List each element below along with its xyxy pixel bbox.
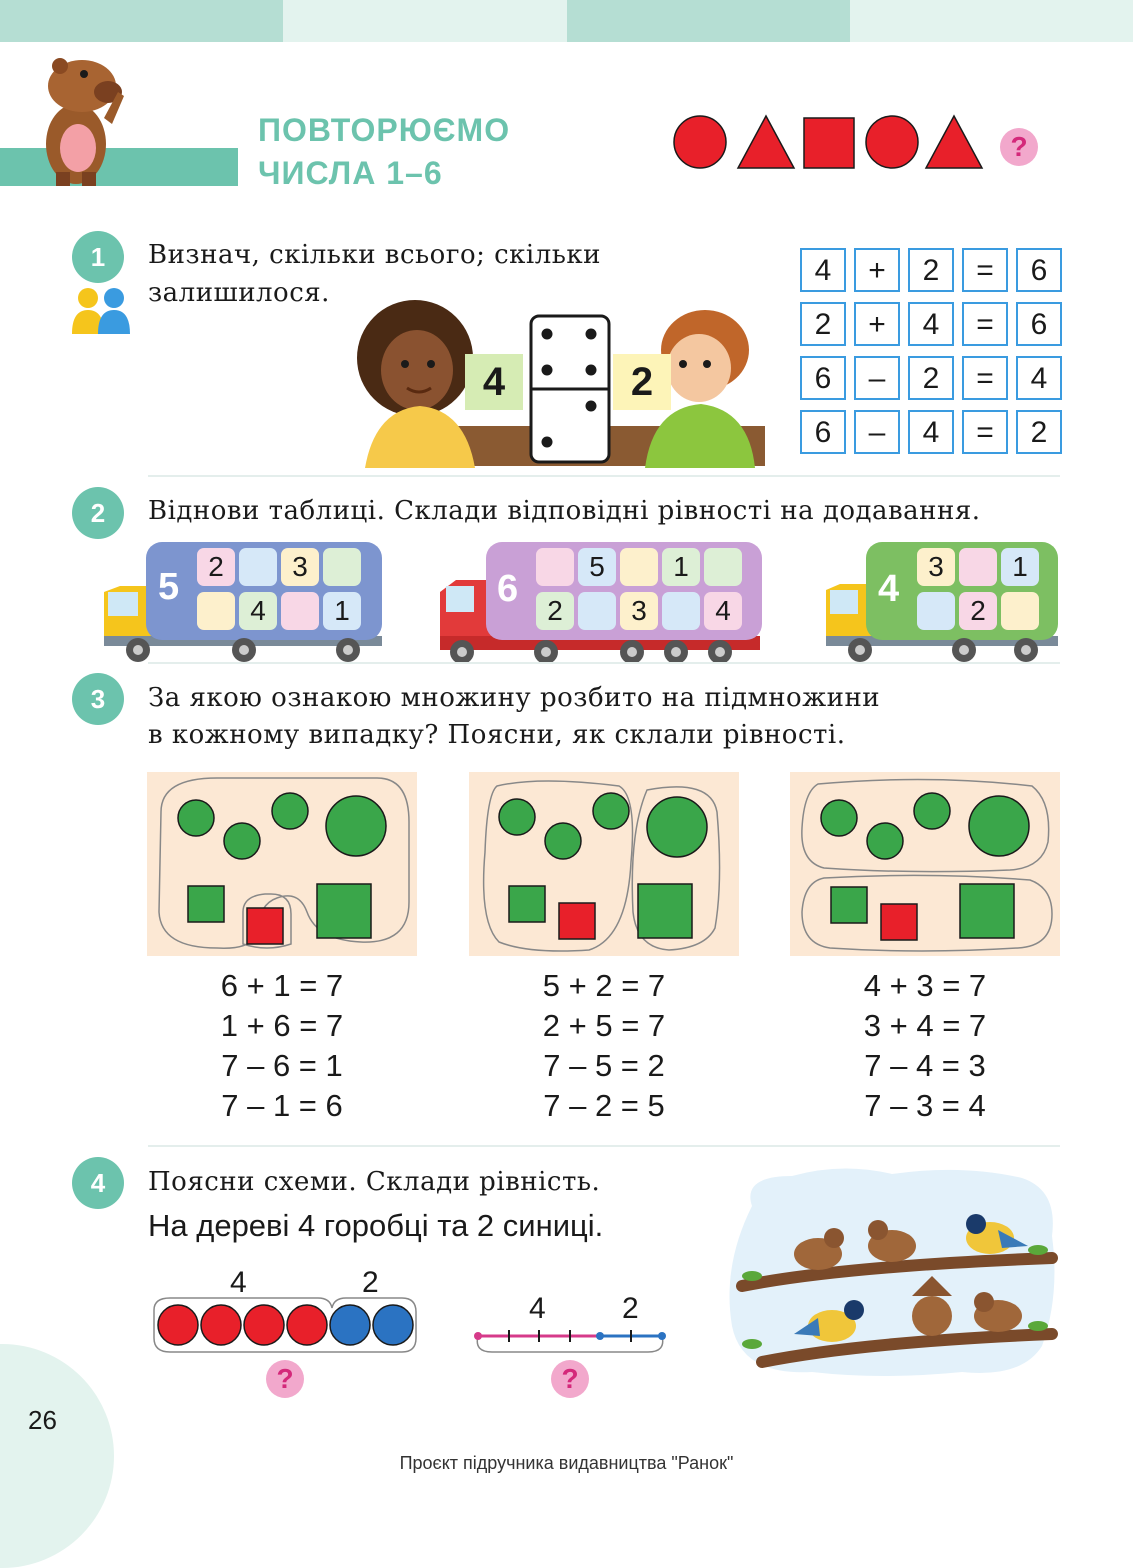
- header-question-mark: ?: [1000, 128, 1038, 166]
- task-1-text-line2: залишилося.: [148, 278, 330, 308]
- scheme1-dots: [150, 1294, 420, 1356]
- equation: 7 – 6 = 1: [221, 1048, 343, 1083]
- equation-cell: +: [854, 248, 900, 292]
- task-1-number: 1: [72, 231, 124, 283]
- truck-1-total: 5: [158, 566, 180, 608]
- truck-3-cell: [917, 592, 955, 630]
- equation-cell: =: [962, 410, 1008, 454]
- scheme2-question-mark: ?: [551, 1360, 589, 1398]
- equation: 7 – 5 = 2: [543, 1048, 665, 1083]
- top-band-3: [567, 0, 850, 42]
- truck-3-cell: [1001, 592, 1039, 630]
- scheme1-left-label: 4: [230, 1266, 247, 1299]
- truck-3-cell: [959, 548, 997, 586]
- scheme2-right-label: 2: [622, 1292, 639, 1325]
- equation-cell: –: [854, 356, 900, 400]
- scheme1-right-label: 2: [362, 1266, 379, 1299]
- equation: 4 + 3 = 7: [863, 968, 987, 1003]
- equation: 5 + 2 = 7: [542, 968, 666, 1003]
- truck-2-cell: 2: [536, 592, 574, 630]
- equation-cell: +: [854, 302, 900, 346]
- equation-cell: 2: [908, 248, 954, 292]
- triangle-shape: [926, 116, 982, 168]
- equation-cell: =: [962, 356, 1008, 400]
- equation: 7 – 4 = 3: [864, 1048, 986, 1083]
- equation: 7 – 3 = 4: [864, 1088, 986, 1123]
- truck-2-cell: [578, 592, 616, 630]
- capybara-mascot: [20, 52, 130, 188]
- truck-2-cell: [662, 592, 700, 630]
- truck-1-cell: 4: [239, 592, 277, 630]
- birds-on-branches-illustration: [722, 1166, 1062, 1380]
- task-1-text-line1: Визнач, скільки всього; скільки: [148, 240, 601, 270]
- truck-2-cell: [620, 548, 658, 586]
- equation: 6 + 1 = 7: [220, 968, 344, 1003]
- truck-1-cell: [323, 548, 361, 586]
- equation-cell: 2: [800, 302, 846, 346]
- task-1-equation-grid: [800, 248, 1062, 454]
- section-divider: [148, 1145, 1060, 1147]
- truck-1-cell: 2: [197, 548, 235, 586]
- task-3-number: 3: [72, 673, 124, 725]
- truck-2-cell: 3: [620, 592, 658, 630]
- equations-group-1: [147, 966, 417, 1126]
- equation: 3 + 4 = 7: [863, 1008, 987, 1043]
- square-shape: [804, 118, 854, 168]
- task-3-text-line1: За якою ознакою множину розбито на підмножини: [148, 683, 881, 713]
- task-4-number: 4: [72, 1157, 124, 1209]
- page-title-line1: ПОВТОРЮЄМО: [258, 112, 511, 148]
- task-2-text: Віднови таблиці. Склади відповідні рівності на додавання.: [148, 496, 981, 526]
- equation-cell: 6: [800, 410, 846, 454]
- equation-cell: =: [962, 248, 1008, 292]
- truck-2-cell: [704, 548, 742, 586]
- truck-1-cell: 1: [323, 592, 361, 630]
- equations-group-3: [790, 966, 1060, 1126]
- task-4-text-line1: Поясни схеми. Склади рівність.: [148, 1167, 601, 1197]
- card-right-number: 2: [630, 360, 654, 404]
- truck-3-cell: 3: [917, 548, 955, 586]
- scheme1-question-mark: ?: [266, 1360, 304, 1398]
- task-3-text-line2: в кожному випадку? Поясни, як склали рівності.: [148, 720, 846, 750]
- truck-3-total: 4: [878, 568, 900, 610]
- kids-domino-illustration: [345, 298, 765, 468]
- equation-cell: –: [854, 410, 900, 454]
- circle-shape: [674, 116, 726, 168]
- equation-cell: 4: [800, 248, 846, 292]
- equation: 7 – 2 = 5: [543, 1088, 665, 1123]
- truck-2-cell: 4: [704, 592, 742, 630]
- page-title-line2: ЧИСЛА 1–6: [258, 155, 443, 191]
- set-panel-3: [790, 772, 1060, 956]
- equation-cell: 6: [1016, 302, 1062, 346]
- truck-1-cell: [281, 592, 319, 630]
- equation-cell: 4: [908, 410, 954, 454]
- equations-group-2: [469, 966, 739, 1126]
- equation-cell: =: [962, 302, 1008, 346]
- top-band-2: [283, 0, 567, 42]
- set-panel-2: [469, 772, 739, 956]
- set-panel-1: [147, 772, 417, 956]
- equation-cell: 2: [908, 356, 954, 400]
- scheme2-left-label: 4: [529, 1292, 546, 1325]
- equation-cell: 6: [1016, 248, 1062, 292]
- task-4-text-line2: На дереві 4 горобці та 2 синиці.: [148, 1208, 604, 1243]
- truck-1-cell: [239, 548, 277, 586]
- truck-2-total: 6: [497, 568, 519, 610]
- truck-1-cell: 3: [281, 548, 319, 586]
- triangle-shape: [738, 116, 794, 168]
- task-2-number: 2: [72, 487, 124, 539]
- equation-cell: 2: [1016, 410, 1062, 454]
- scheme2-number-line: [470, 1318, 670, 1358]
- equation: 7 – 1 = 6: [221, 1088, 343, 1123]
- equation-cell: 4: [1016, 356, 1062, 400]
- equation: 1 + 6 = 7: [220, 1008, 344, 1043]
- truck-1-cell: [197, 592, 235, 630]
- top-band-1: [0, 0, 283, 42]
- shape-sequence: [670, 112, 990, 172]
- circle-shape: [866, 116, 918, 168]
- equation: 2 + 5 = 7: [542, 1008, 666, 1043]
- truck-3-cell: 1: [1001, 548, 1039, 586]
- section-divider: [148, 475, 1060, 477]
- pair-work-icon: [70, 286, 132, 334]
- footer-text: Проєкт підручника видавництва "Ранок": [399, 1453, 734, 1473]
- card-left-number: 4: [482, 360, 506, 404]
- truck-2-cell: 5: [578, 548, 616, 586]
- section-divider: [148, 662, 1060, 664]
- truck-2-cell: [536, 548, 574, 586]
- top-band-4: [850, 0, 1133, 42]
- equation-cell: 4: [908, 302, 954, 346]
- truck-3-cell: 2: [959, 592, 997, 630]
- page-number: 26: [28, 1405, 57, 1435]
- truck-2-cell: 1: [662, 548, 700, 586]
- equation-cell: 6: [800, 356, 846, 400]
